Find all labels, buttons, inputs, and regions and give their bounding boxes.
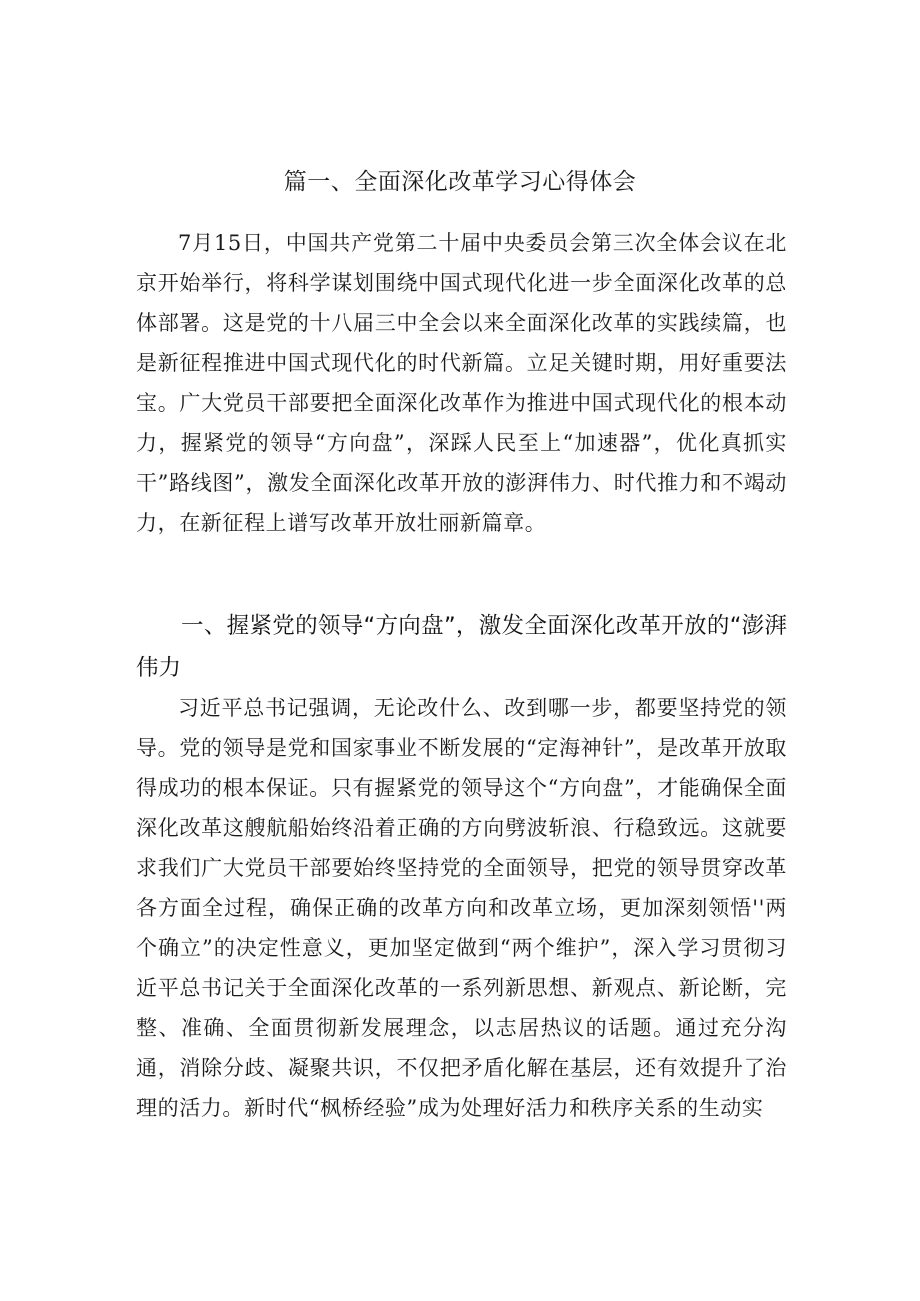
intro-paragraph: 7月15日，中国共产党第二十届中央委员会第三次全体会议在北京开始举行，将科学谋划围绕中国式现代化进一步全面深化改革的总体部署。这是党的十八届三中全会以来全面深化改革的实践续篇，也是新征程推进中国式现代化的时代新篇。立足关键时期，用好重要法宝。广大党员干部要把全面深化改革作为推进中国式现代化的根本动力，握紧党的领导“方向盘”，深踩人民至上“加速器”，优化真抓实干”路线图”，激发全面深化改革开放的澎湃伟力、时代推力和不竭动力，在新征程上谱写改革开放壮丽新篇章。 <box>136 231 787 535</box>
document-title: 篇一、全面深化改革学习心得体会 <box>283 169 637 195</box>
section-paragraph: 习近平总书记强调，无论改什么、改到哪一步，都要坚持党的领导。党的领导是党和国家事业不断发展的“定海神针”，是改革开放取得成功的根本保证。只有握紧党的领导这个“方向盘”，才能确保全面深化改革这艘航船始终沿着正确的方向劈波斩浪、行稳致远。这就要求我们广大党员干部要始终坚持党的全面领导，把党的领导贯穿改革各方面全过程，确保正确的改革方向和改革立场，更加深刻领悟''两个确立”的决定性意义，更加坚定做到“两个维护”，深入学习贯彻习近平总书记关于全面深化改革的一系列新思想、新观点、新论断，完整、准确、全面贯彻新发展理念，以志居热议的话题。通过充分沟通，消除分歧、凝聚共识，不仅把矛盾化解在基层，还有效提升了治理的活力。新时代“枫桥经验”成为处理好活力和秩序关系的生动实 <box>136 696 787 1120</box>
section-heading: 一、握紧党的领导“方向盘”，激发全面深化改革开放的“澎湃伟力 <box>136 613 787 681</box>
